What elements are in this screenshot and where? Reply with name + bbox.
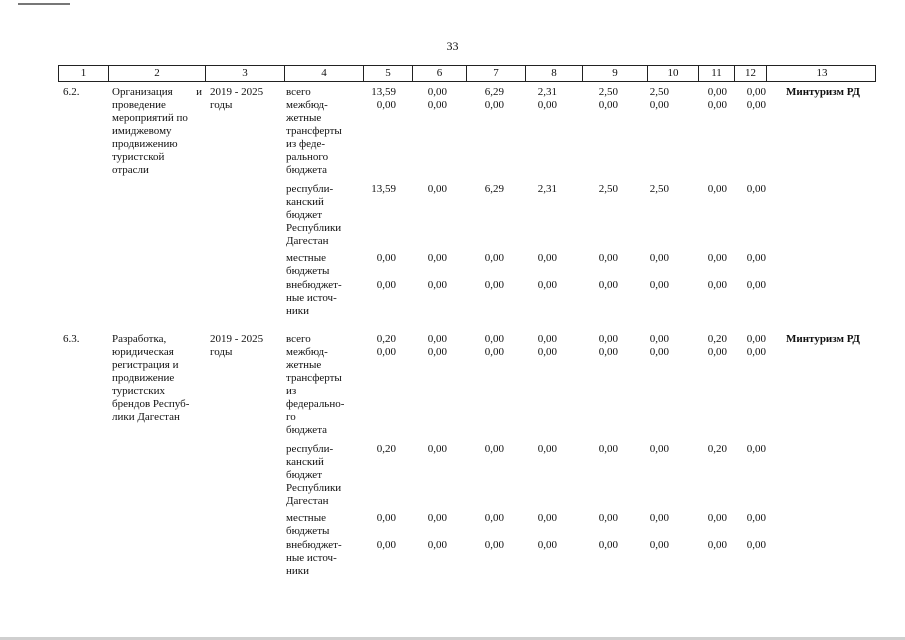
value-cell-col-7: 0,00 [484,279,504,291]
value-cell-col-7: 0,00 [484,99,504,111]
value-cell-col-12: 0,00 [746,512,766,524]
source-label-line: Дагестан [286,235,329,247]
value-cell-col-9: 0,00 [598,512,618,524]
value-cell-col-9: 0,00 [598,279,618,291]
source-label-line: трансферты [286,125,342,137]
value-cell-col-9: 0,00 [598,333,618,345]
value-cell-col-7: 6,29 [484,183,504,195]
value-cell-col-11: 0,20 [707,443,727,455]
value-cell-col-12: 0,00 [746,86,766,98]
value-cell-col-10: 0,00 [649,346,669,358]
value-cell-col-9: 0,00 [598,539,618,551]
source-label-line: республи- [286,183,334,195]
row-name [112,333,202,424]
value-cell-col-11: 0,00 [707,252,727,264]
value-cell-col-12: 0,00 [746,539,766,551]
value-cell-col-7: 0,00 [484,443,504,455]
value-cell-col-7: 6,29 [484,86,504,98]
source-label-line: внебюджет- [286,279,342,291]
value-cell-col-9: 0,00 [598,252,618,264]
value-cell-col-10: 0,00 [649,252,669,264]
value-cell-col-10: 0,00 [649,279,669,291]
value-cell-col-6: 0,00 [427,252,447,264]
row-name-line: туристской [112,151,165,163]
value-cell-col-6: 0,00 [427,512,447,524]
header-cell-10: 10 [648,66,699,81]
value-cell-col-10: 0,00 [649,443,669,455]
value-cell-col-5: 0,00 [376,99,396,111]
value-cell-col-9: 0,00 [598,346,618,358]
value-cell-col-11: 0,20 [707,333,727,345]
row-name [112,86,202,177]
value-cell-col-6: 0,00 [427,183,447,195]
source-label-line: го [286,411,296,423]
row-name-line: Организация и [112,86,202,98]
value-cell-col-9: 0,00 [598,99,618,111]
source-label-line: местные [286,252,326,264]
source-label-line: ные источ- [286,552,337,564]
page-number: 33 [446,39,459,53]
value-cell-col-11: 0,00 [707,99,727,111]
value-cell-col-11: 0,00 [707,183,727,195]
value-cell-col-6: 0,00 [427,279,447,291]
value-cell-col-7: 0,00 [484,333,504,345]
value-cell-col-6: 0,00 [427,346,447,358]
value-cell-col-10: 0,00 [649,539,669,551]
value-cell-col-8: 0,00 [537,333,557,345]
header-cell-2: 2 [109,66,206,81]
value-cell-col-12: 0,00 [746,99,766,111]
source-label-line: из феде- [286,138,325,150]
source-label-line: всего [286,333,311,345]
value-cell-col-7: 0,00 [484,539,504,551]
row-name-line: проведение [112,99,166,111]
source-label-line: республи- [286,443,334,455]
value-cell-col-11: 0,00 [707,279,727,291]
source-label-line: жетные [286,359,322,371]
value-cell-col-11: 0,00 [707,346,727,358]
value-cell-col-12: 0,00 [746,183,766,195]
source-label-line: Республики [286,222,342,234]
header-cell-9: 9 [583,66,648,81]
source-label-line: ники [286,565,310,577]
row-name-line: регистрация и [112,359,179,371]
source-label-line: бюджеты [286,525,330,537]
value-cell-col-8: 0,00 [537,346,557,358]
value-cell-col-10: 2,50 [649,183,669,195]
value-cell-col-7: 0,00 [484,346,504,358]
value-cell-col-10: 0,00 [649,99,669,111]
value-cell-col-11: 0,00 [707,512,727,524]
header-cell-3: 3 [206,66,285,81]
source-label-line: канский [286,456,324,468]
source-label-line: из [286,385,297,397]
value-cell-col-12: 0,00 [746,333,766,345]
source-label-line: ники [286,305,310,317]
value-cell-col-5: 0,00 [376,252,396,264]
row-name-line: имиджевому [112,125,172,137]
value-cell-col-5: 0,20 [376,333,396,345]
value-cell-col-10: 0,00 [649,333,669,345]
source-label-line: местные [286,512,326,524]
value-cell-col-6: 0,00 [427,333,447,345]
value-cell-col-11: 0,00 [707,539,727,551]
value-cell-col-5: 0,00 [376,279,396,291]
value-cell-col-5: 0,00 [376,512,396,524]
row-code: 6.2. [63,86,80,98]
row-name-line: юридическая [112,346,174,358]
source-label-line: канский [286,196,324,208]
row-responsible: Минтуризм РД [786,333,860,345]
value-cell-col-7: 0,00 [484,252,504,264]
source-label-line: бюджеты [286,265,330,277]
value-cell-col-7: 0,00 [484,512,504,524]
source-label-line: бюджета [286,424,328,436]
value-cell-col-11: 0,00 [707,86,727,98]
value-cell-col-8: 0,00 [537,99,557,111]
value-cell-col-6: 0,00 [427,443,447,455]
source-label-line: федерально- [286,398,345,410]
value-cell-col-8: 0,00 [537,539,557,551]
row-responsible: Минтуризм РД [786,86,860,98]
value-cell-col-9: 0,00 [598,443,618,455]
row-name-line: туристских [112,385,165,397]
value-cell-col-6: 0,00 [427,99,447,111]
value-cell-col-10: 2,50 [649,86,669,98]
source-label-line: бюджета [286,164,328,176]
value-cell-col-6: 0,00 [427,86,447,98]
header-cell-6: 6 [413,66,467,81]
row-period: 2019 - 2025 годы [210,333,264,358]
table-header [58,65,876,82]
row-code: 6.3. [63,333,80,345]
value-cell-col-5: 0,20 [376,443,396,455]
value-cell-col-10: 0,00 [649,512,669,524]
value-cell-col-8: 0,00 [537,512,557,524]
value-cell-col-12: 0,00 [746,252,766,264]
header-cell-5: 5 [364,66,413,81]
header-cell-13: 13 [816,67,828,79]
row-period: 2019 - 2025 годы [210,86,264,111]
header-cell-1: 1 [59,66,109,81]
source-label-line: бюджет [286,209,322,221]
source-label-line: всего [286,86,311,98]
source-label-line: ные источ- [286,292,337,304]
header-cell-12: 12 [735,66,767,81]
header-cell-11: 11 [699,66,735,81]
row-name-line: брендов Респуб- [112,398,190,410]
value-cell-col-9: 2,50 [598,183,618,195]
value-cell-col-8: 2,31 [537,183,557,195]
row-name-line: лики Дагестан [112,411,180,423]
source-label-line: жетные [286,112,322,124]
value-cell-col-6: 0,00 [427,539,447,551]
source-label-line: Дагестан [286,495,329,507]
source-label-line: внебюджет- [286,539,342,551]
header-cell-8: 8 [526,66,583,81]
value-cell-col-8: 2,31 [537,86,557,98]
value-cell-col-5: 0,00 [376,346,396,358]
value-cell-col-9: 2,50 [598,86,618,98]
value-cell-col-5: 13,59 [371,86,396,98]
row-name-line: Разработка, [112,333,167,345]
source-label-line: межбюд- [286,346,328,358]
source-label-line: трансферты [286,372,342,384]
header-cell-7: 7 [467,66,526,81]
value-cell-col-12: 0,00 [746,443,766,455]
source-label-line: бюджет [286,469,322,481]
value-cell-col-5: 13,59 [371,183,396,195]
row-name-line: отрасли [112,164,149,176]
value-cell-col-8: 0,00 [537,443,557,455]
value-cell-col-12: 0,00 [746,346,766,358]
header-cell-4: 4 [285,66,364,81]
row-name-line: мероприятий по [112,112,188,124]
scan-mark [18,3,70,5]
row-name-line: продвижению [112,138,178,150]
source-label-line: Республики [286,482,342,494]
value-cell-col-8: 0,00 [537,279,557,291]
row-name-line: продвижение [112,372,175,384]
value-cell-col-8: 0,00 [537,252,557,264]
source-label-line: рального [286,151,329,163]
value-cell-col-5: 0,00 [376,539,396,551]
value-cell-col-12: 0,00 [746,279,766,291]
source-label-line: межбюд- [286,99,328,111]
source-label [286,346,362,437]
